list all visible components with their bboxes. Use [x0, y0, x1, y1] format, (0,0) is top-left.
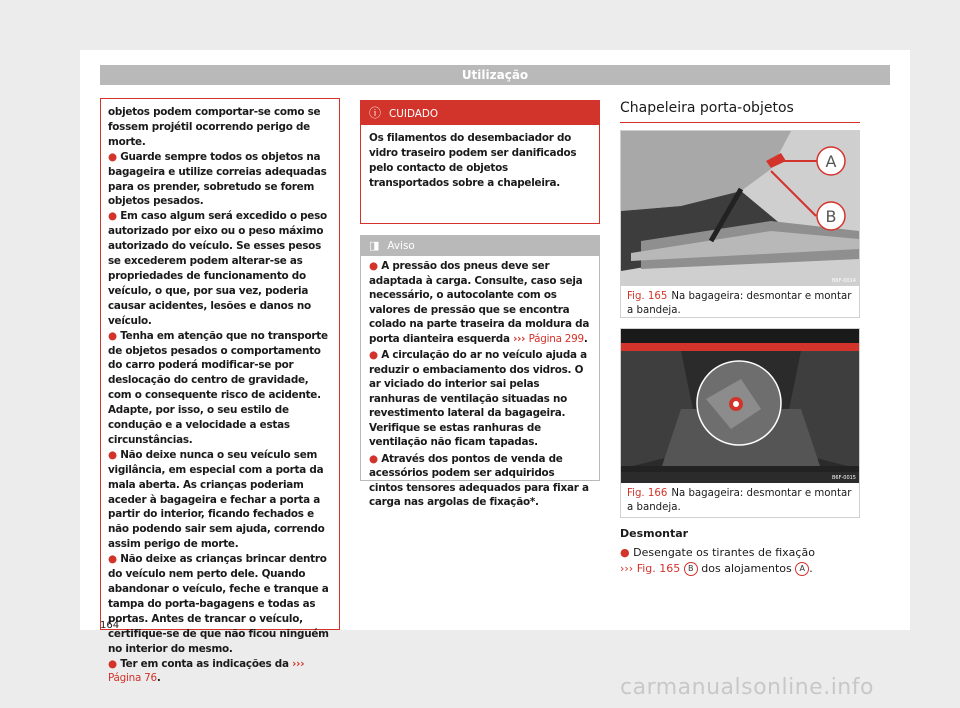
image-code: B6F-0015 [831, 475, 856, 481]
mark-b-label: B [684, 562, 698, 576]
warning-bullet: ● Não deixe as crianças brincar dentro do veículo nem perto dele. Quando abandonar o veículo, feche e tranque a tampa do porta-bagagens e todas as portas. Antes de trancar o veículo, certifique-se de que não ficou ninguém no interior do mesmo. [108, 553, 329, 655]
caution-box [360, 100, 600, 224]
bullet-icon: ● [369, 349, 382, 361]
bullet-icon: ● [620, 546, 634, 559]
bullet-icon: ● [108, 210, 121, 223]
figure-link[interactable]: ››› Fig. 165 [620, 562, 681, 575]
section-title: Chapeleira porta-objetos [620, 98, 860, 123]
info-circle-icon: ⓘ [369, 106, 382, 120]
warning-bullet: ● Guarde sempre todos os objetos na bagageira e utilize correias adequadas para os prender, sobretudo se forem objetos pesados. [108, 150, 327, 208]
warning-continuation-box [100, 98, 340, 685]
mark-a: A [825, 152, 837, 171]
manual-page [80, 50, 910, 685]
note-icon: ◨ [369, 239, 380, 252]
mark-a-label: A [795, 562, 809, 576]
page-link[interactable]: ››› Página 299 [513, 332, 584, 345]
page-number: 164 [100, 620, 120, 631]
caution-header: ⓘ CUIDADO [361, 101, 599, 125]
figure-caption: Fig. 165 Na bagageira: desmontar e montar a bandeja. [627, 291, 852, 316]
bullet-icon: ● [108, 553, 121, 566]
trunk-interior-photo [621, 329, 859, 483]
caution-text: Os filamentos do desembaciador do vidro traseiro podem ser danificados pelo contacto de objetos transportados sobre a chapeleira. [369, 132, 577, 189]
figure-165 [620, 130, 860, 318]
watermark: carmanualsonline.info [620, 675, 874, 700]
note-box [360, 235, 600, 508]
bullet-icon: ● [108, 657, 121, 670]
warning-bullet: ● Ter em conta as indicações da ››› Página 76. [108, 657, 305, 685]
instruction-step: ● Desengate os tirantes de fixação ››› Fig. 165 B dos alojamentos A . [620, 546, 815, 575]
mark-b: B [825, 207, 837, 226]
warning-intro: objetos podem comportar-se como se fossem projétil ocorrendo perigo de morte. [108, 106, 321, 148]
warning-bullet: ● Tenha em atenção que no transporte de objetos pesados o comportamento do carro poderá modificar-se por deslocação do centro de gravidade, com o consequente risco de acidente. Adapte, por isso, o seu estilo de condução e a velocidade a estas circunstâncias. [108, 329, 328, 446]
note-header: ◨ Aviso [361, 236, 599, 256]
trunk-interior-illustration [621, 329, 859, 483]
figure-166 [620, 328, 860, 518]
warning-bullet: ● Não deixe nunca o seu veículo sem vigilância, em especial com a porta da mala aberta. As crianças poderiam aceder à bagageira e fechar a porta a partir do interior, ficando fechados e não podendo sair sem ajuda, correndo assim perigo de morte. [108, 448, 325, 551]
instruction-subhead: Desmontar [620, 527, 689, 540]
note-item: ● Através dos pontos de venda de acessórios podem ser adquiridos cintos tensores adequados para fixar a carga nas argolas de fixação*. [369, 452, 589, 508]
warning-bullet: ● Em caso algum será excedido o peso autorizado por eixo ou o peso máximo autorizado do veículo. Se esses pesos se excederem podem alterar-se as propriedades de funcionamento do veículo, o que, por sua vez, poderia causar acidentes, lesões e danos no veículo. [108, 210, 327, 327]
note-item: ● A circulação do ar no veículo ajuda a reduzir o embaciamento dos vidros. O ar viciado do interior sai pelas ranhuras de ventilação situadas no revestimento lateral da bagageira. Verifique se estas ranhuras de ventilação não ficam tapadas. [369, 349, 587, 448]
bullet-icon: ● [369, 452, 382, 465]
note-body [361, 256, 599, 515]
bullet-icon: ● [369, 260, 382, 272]
page-link[interactable]: ››› Página 76 [108, 657, 305, 685]
chapter-header: Utilização [100, 65, 890, 85]
parcel-shelf-illustration [621, 131, 859, 286]
bullet-icon: ● [108, 150, 121, 163]
trunk-parcel-shelf-photo [621, 131, 859, 286]
note-item: ● A pressão dos pneus deve ser adaptada à carga. Consulte, caso seja necessário, o autocolante com os valores de pressão que se encontra colado na parte traseira da moldura da porta dianteira esquerda ››› Página 299. [369, 260, 590, 345]
image-code: B6F-0014 [831, 278, 856, 284]
bullet-icon: ● [108, 329, 121, 342]
section-column [620, 98, 860, 123]
figure-caption: Fig. 166 Na bagageira: desmontar e montar a bandeja. [627, 488, 852, 513]
bullet-icon: ● [108, 448, 121, 461]
